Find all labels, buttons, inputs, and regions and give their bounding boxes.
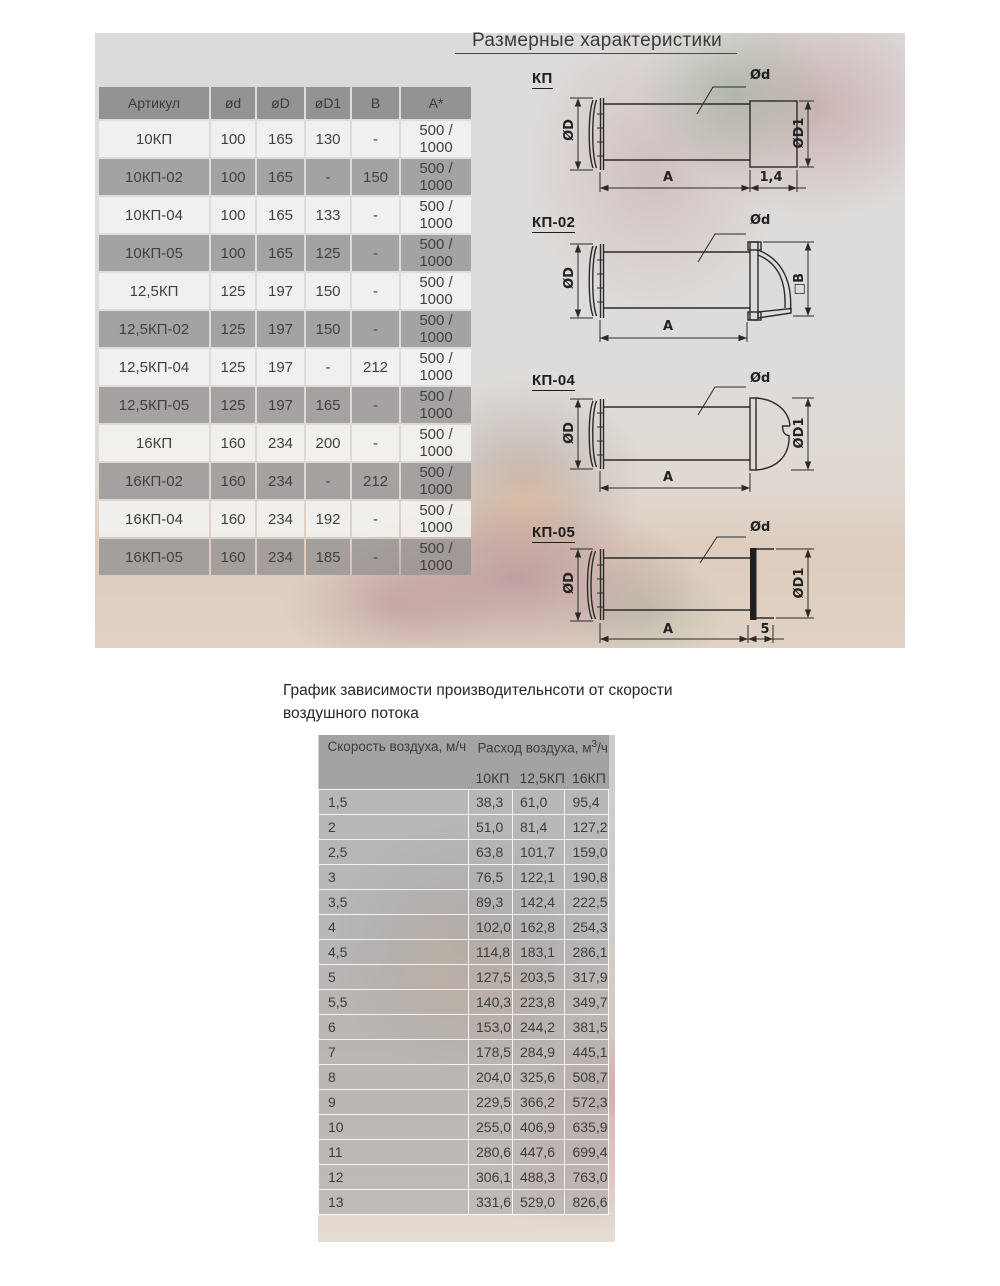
dimensions-table: [97, 85, 473, 577]
dim-label-oD: ØD: [562, 422, 577, 444]
value-cell: 317,9: [565, 964, 609, 989]
col-header-125kp: 12,5КП: [513, 763, 565, 789]
dim-label-A: A: [662, 319, 674, 334]
value-cell: -: [352, 311, 399, 347]
value-cell: 61,0: [513, 789, 565, 814]
value-cell: 255,0: [469, 1114, 513, 1139]
speed-cell: 5,5: [319, 989, 469, 1014]
speed-cell: 9: [319, 1089, 469, 1114]
dim-label-oD1: ØD1: [792, 117, 807, 149]
table-row: [99, 463, 471, 499]
value-cell: -: [352, 387, 399, 423]
value-cell: 500 / 1000: [401, 273, 471, 309]
article-cell: 12,5КП-02: [99, 311, 209, 347]
value-cell: 212: [352, 349, 399, 385]
value-cell: 500 / 1000: [401, 159, 471, 195]
speed-cell: 8: [319, 1064, 469, 1089]
value-cell: 165: [306, 387, 350, 423]
dim-label-od: Ød: [750, 371, 771, 386]
value-cell: 160: [211, 425, 255, 461]
dim-label-B: □B: [792, 272, 807, 296]
value-cell: 488,3: [513, 1164, 565, 1189]
table-row: [319, 1089, 609, 1114]
value-cell: 81,4: [513, 814, 565, 839]
drawing-label-kp: КП: [532, 70, 553, 87]
value-cell: 500 / 1000: [401, 425, 471, 461]
value-cell: 183,1: [513, 939, 565, 964]
value-cell: 500 / 1000: [401, 121, 471, 157]
speed-cell: 2,5: [319, 839, 469, 864]
value-cell: 100: [211, 235, 255, 271]
value-cell: 122,1: [513, 864, 565, 889]
table-row: [99, 121, 471, 157]
table-row: [99, 273, 471, 309]
article-cell: 10КП-04: [99, 197, 209, 233]
speed-cell: 2: [319, 814, 469, 839]
value-cell: 114,8: [469, 939, 513, 964]
article-cell: 16КП-05: [99, 539, 209, 575]
value-cell: 203,5: [513, 964, 565, 989]
value-cell: 508,7: [565, 1064, 609, 1089]
value-cell: 635,9: [565, 1114, 609, 1139]
drawing-kp: [560, 60, 870, 195]
article-cell: 10КП: [99, 121, 209, 157]
value-cell: 142,4: [513, 889, 565, 914]
value-cell: 197: [257, 273, 304, 309]
drawing-kp05: [560, 515, 870, 650]
table-row: [319, 939, 609, 964]
value-cell: 366,2: [513, 1089, 565, 1114]
speed-cell: 6: [319, 1014, 469, 1039]
value-cell: 160: [211, 463, 255, 499]
value-cell: 100: [211, 121, 255, 157]
value-cell: 306,1: [469, 1164, 513, 1189]
value-cell: 212: [352, 463, 399, 499]
performance-title-line2: воздушного потока: [283, 705, 419, 722]
value-cell: 153,0: [469, 1014, 513, 1039]
performance-title: [283, 679, 703, 725]
value-cell: -: [352, 197, 399, 233]
value-cell: -: [352, 273, 399, 309]
speed-cell: 3,5: [319, 889, 469, 914]
value-cell: 447,6: [513, 1139, 565, 1164]
value-cell: 500 / 1000: [401, 501, 471, 537]
value-cell: 127,5: [469, 964, 513, 989]
value-cell: -: [352, 425, 399, 461]
value-cell: 38,3: [469, 789, 513, 814]
value-cell: 406,9: [513, 1114, 565, 1139]
speed-cell: 5: [319, 964, 469, 989]
value-cell: 162,8: [513, 914, 565, 939]
value-cell: -: [352, 235, 399, 271]
value-cell: 150: [306, 311, 350, 347]
value-cell: 192: [306, 501, 350, 537]
dim-label-oD: ØD: [562, 267, 577, 289]
performance-title-line1: График зависимости производительнсоти от скорости: [283, 682, 673, 699]
value-cell: 500 / 1000: [401, 311, 471, 347]
table-row: [319, 839, 609, 864]
value-cell: 190,8: [565, 864, 609, 889]
value-cell: 223,8: [513, 989, 565, 1014]
col-header-B: B: [352, 87, 399, 119]
value-cell: 102,0: [469, 914, 513, 939]
speed-cell: 12: [319, 1164, 469, 1189]
speed-cell: 13: [319, 1189, 469, 1214]
value-cell: 197: [257, 349, 304, 385]
table-row: [99, 159, 471, 195]
table-row: [99, 425, 471, 461]
table-row: [319, 1064, 609, 1089]
dim-label-oD1: ØD1: [792, 567, 807, 599]
value-cell: 185: [306, 539, 350, 575]
value-cell: 125: [211, 387, 255, 423]
value-cell: 160: [211, 539, 255, 575]
value-cell: -: [306, 463, 350, 499]
col-header-16kp: 16КП: [565, 763, 609, 789]
dim-label-A: A: [662, 622, 674, 637]
drawing-kp04: [560, 365, 870, 500]
value-cell: 125: [306, 235, 350, 271]
table-row: [319, 1114, 609, 1139]
value-cell: 572,3: [565, 1089, 609, 1114]
value-cell: 244,2: [513, 1014, 565, 1039]
dim-label-wall: 1,4: [759, 170, 783, 185]
table-row: [319, 1189, 609, 1214]
value-cell: -: [306, 159, 350, 195]
value-cell: 229,5: [469, 1089, 513, 1114]
dim-label-od: Ød: [750, 213, 771, 228]
value-cell: 100: [211, 197, 255, 233]
value-cell: 200: [306, 425, 350, 461]
hero-photo-section: [95, 30, 905, 648]
value-cell: 165: [257, 121, 304, 157]
value-cell: 125: [211, 311, 255, 347]
dim-label-oD: ØD: [562, 572, 577, 594]
speed-cell: 1,5: [319, 789, 469, 814]
value-cell: -: [306, 349, 350, 385]
table-row: [319, 964, 609, 989]
col-header-speed: Скорость воздуха, м/ч: [319, 735, 469, 789]
value-cell: 125: [211, 349, 255, 385]
value-cell: 500 / 1000: [401, 349, 471, 385]
col-header-oD: øD: [257, 87, 304, 119]
value-cell: 381,5: [565, 1014, 609, 1039]
speed-cell: 3: [319, 864, 469, 889]
value-cell: 699,4: [565, 1139, 609, 1164]
dim-label-A: A: [662, 170, 674, 185]
value-cell: 150: [306, 273, 350, 309]
col-header-A: А*: [401, 87, 471, 119]
value-cell: 100: [211, 159, 255, 195]
value-cell: 197: [257, 311, 304, 347]
value-cell: 95,4: [565, 789, 609, 814]
value-cell: 204,0: [469, 1064, 513, 1089]
table-row: [319, 789, 609, 814]
value-cell: 51,0: [469, 814, 513, 839]
dim-label-gap: 5: [760, 622, 770, 637]
dim-label-A: A: [662, 470, 674, 485]
value-cell: 500 / 1000: [401, 235, 471, 271]
article-cell: 12,5КП-05: [99, 387, 209, 423]
value-cell: 165: [257, 197, 304, 233]
table-row: [99, 539, 471, 575]
value-cell: 234: [257, 501, 304, 537]
value-cell: 234: [257, 425, 304, 461]
value-cell: 500 / 1000: [401, 463, 471, 499]
table-row: [99, 311, 471, 347]
table-row: [319, 814, 609, 839]
article-cell: 16КП-02: [99, 463, 209, 499]
table-header-row: [99, 87, 471, 119]
drawing-kp02: [560, 210, 870, 350]
dim-label-oD: ØD: [562, 119, 577, 141]
table-row: [99, 387, 471, 423]
dim-label-oD1: ØD1: [792, 417, 807, 449]
speed-cell: 10: [319, 1114, 469, 1139]
col-header-od: ød: [211, 87, 255, 119]
table-row: [319, 1039, 609, 1064]
table-row: [319, 889, 609, 914]
value-cell: 165: [257, 235, 304, 271]
col-header-article: Артикул: [99, 87, 209, 119]
col-header-oD1: øD1: [306, 87, 350, 119]
drawing-label-kp02: КП-02: [532, 214, 576, 231]
value-cell: 254,3: [565, 914, 609, 939]
article-cell: 16КП-04: [99, 501, 209, 537]
value-cell: 160: [211, 501, 255, 537]
value-cell: 286,1: [565, 939, 609, 964]
article-cell: 10КП-02: [99, 159, 209, 195]
title-underline: [455, 53, 737, 54]
table-row: [319, 864, 609, 889]
table-row: [319, 914, 609, 939]
value-cell: 159,0: [565, 839, 609, 864]
value-cell: 133: [306, 197, 350, 233]
article-cell: 16КП: [99, 425, 209, 461]
col-header-flow-group: Расход воздуха, $м^3/ч$: [469, 735, 609, 763]
value-cell: 150: [352, 159, 399, 195]
value-cell: 63,8: [469, 839, 513, 864]
value-cell: 349,7: [565, 989, 609, 1014]
value-cell: 331,6: [469, 1189, 513, 1214]
value-cell: 234: [257, 463, 304, 499]
value-cell: 178,5: [469, 1039, 513, 1064]
value-cell: 76,5: [469, 864, 513, 889]
value-cell: 763,0: [565, 1164, 609, 1189]
value-cell: 280,6: [469, 1139, 513, 1164]
dim-label-od: Ød: [750, 520, 771, 535]
dim-label-od: Ød: [750, 68, 771, 83]
perf-header-row: [319, 735, 609, 763]
value-cell: 500 / 1000: [401, 197, 471, 233]
value-cell: 130: [306, 121, 350, 157]
drawing-label-kp05: КП-05: [532, 524, 576, 541]
value-cell: 89,3: [469, 889, 513, 914]
value-cell: -: [352, 501, 399, 537]
speed-cell: 7: [319, 1039, 469, 1064]
section-title: Размерные характеристики: [472, 30, 722, 51]
value-cell: 826,6: [565, 1189, 609, 1214]
value-cell: 445,1: [565, 1039, 609, 1064]
speed-cell: 11: [319, 1139, 469, 1164]
table-row: [99, 349, 471, 385]
value-cell: 222,5: [565, 889, 609, 914]
value-cell: 234: [257, 539, 304, 575]
table-row: [99, 197, 471, 233]
table-row: [319, 1014, 609, 1039]
performance-photo-section: [318, 735, 615, 1242]
article-cell: 12,5КП-04: [99, 349, 209, 385]
speed-cell: 4,5: [319, 939, 469, 964]
article-cell: 12,5КП: [99, 273, 209, 309]
value-cell: 325,6: [513, 1064, 565, 1089]
speed-cell: 4: [319, 914, 469, 939]
performance-table: [318, 735, 609, 1215]
value-cell: 125: [211, 273, 255, 309]
col-header-10kp: 10КП: [469, 763, 513, 789]
table-row: [319, 1164, 609, 1189]
value-cell: 284,9: [513, 1039, 565, 1064]
table-row: [319, 989, 609, 1014]
value-cell: 529,0: [513, 1189, 565, 1214]
value-cell: 127,2: [565, 814, 609, 839]
value-cell: 140,3: [469, 989, 513, 1014]
table-row: [99, 235, 471, 271]
value-cell: 165: [257, 159, 304, 195]
drawing-label-kp04: КП-04: [532, 372, 576, 389]
value-cell: 500 / 1000: [401, 387, 471, 423]
value-cell: 500 / 1000: [401, 539, 471, 575]
value-cell: -: [352, 121, 399, 157]
value-cell: -: [352, 539, 399, 575]
table-row: [319, 1139, 609, 1164]
article-cell: 10КП-05: [99, 235, 209, 271]
value-cell: 197: [257, 387, 304, 423]
value-cell: 101,7: [513, 839, 565, 864]
table-row: [99, 501, 471, 537]
